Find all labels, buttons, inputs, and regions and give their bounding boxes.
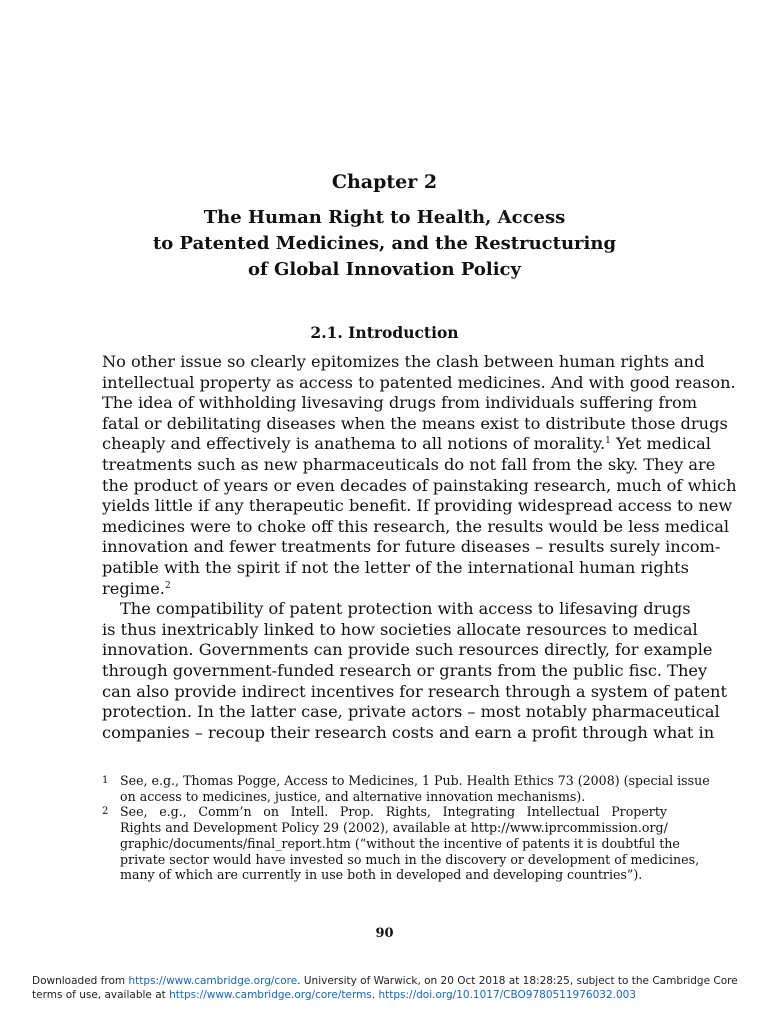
body-line-part: regime. bbox=[102, 578, 165, 598]
chapter-title-line: to Patented Medicines, and the Restructuring bbox=[152, 233, 617, 254]
footnote-1 bbox=[102, 773, 710, 804]
body-line: is thus inextricably linked to how societies allocate resources to medical bbox=[102, 619, 698, 639]
body-line: treatments such as new pharmaceuticals do not fall from the sky. They are bbox=[102, 454, 716, 474]
body-line bbox=[102, 434, 711, 455]
footnote-line: graphic/documents/final_report.htm (“without the incentive of patents it is doubtful the bbox=[120, 835, 680, 851]
download-middle: . University of Warwick, on 20 Oct 2018 at 18:28:25, subject to the Cambridge Core terms of use, available at bbox=[32, 975, 738, 1001]
footnote-ref-1[interactable]: 1 bbox=[605, 436, 611, 447]
download-notice bbox=[32, 974, 752, 1002]
body-line: protection. In the latter case, private actors – most notably pharmaceutical bbox=[102, 702, 720, 722]
body-line: intellectual property as access to patented medicines. And with good reason. bbox=[102, 372, 736, 392]
body-line: innovation and fewer treatments for future diseases – results surely incom- bbox=[102, 537, 721, 557]
chapter-number: Chapter 2 bbox=[331, 171, 438, 193]
footnote-ref-2[interactable]: 2 bbox=[164, 580, 171, 591]
body-line: medicines were to choke off this research, the results would be less medical bbox=[102, 516, 730, 536]
footnotes bbox=[102, 773, 710, 883]
body-line: the product of years or even decades of painstaking research, much of which bbox=[102, 475, 737, 495]
body-line: The idea of withholding livesaving drugs from individuals suffering from bbox=[102, 393, 698, 413]
body-line: companies – recoup their research costs and earn a profit through what in bbox=[102, 722, 715, 742]
chapter-title-line: The Human Right to Health, Access bbox=[203, 207, 566, 228]
footnote-line: many of which are currently in use both in developed and developing countries”). bbox=[120, 867, 643, 883]
body-line: patible with the spirit if not the letter of the international human rights bbox=[102, 557, 689, 577]
footnote-line: See, e.g., Thomas Pogge, Access to Medicines, 1 Pub. Health Ethics 73 (2008) (special issue bbox=[120, 773, 710, 788]
footnote-line: Rights and Development Policy 29 (2002), available at http://www.iprcommission.org/ bbox=[120, 820, 668, 836]
body-text bbox=[102, 352, 737, 743]
terms-link[interactable]: https://www.cambridge.org/core/terms bbox=[169, 989, 372, 1001]
doi-link[interactable]: https://doi.org/10.1017/CBO9780511976032.003 bbox=[378, 989, 637, 1001]
body-line: The compatibility of patent protection with access to lifesaving drugs bbox=[120, 599, 691, 619]
body-line: innovation. Governments can provide such resources directly, for example bbox=[102, 640, 713, 660]
download-prefix: Downloaded from bbox=[32, 975, 129, 987]
body-line: yields little if any therapeutic benefit. If providing widespread access to new bbox=[102, 496, 733, 516]
footnote-2 bbox=[102, 804, 700, 883]
chapter-title-line: of Global Innovation Policy bbox=[248, 259, 521, 280]
footnote-number: 2 bbox=[102, 806, 109, 818]
page-number: 90 bbox=[375, 926, 394, 941]
body-line: through government-funded research or grants from the public fisc. They bbox=[102, 660, 708, 680]
section-heading: 2.1. Introduction bbox=[310, 323, 459, 342]
footnote-line: private sector would have invested so much in the discovery or development of medicines, bbox=[120, 851, 700, 867]
footnote-line: See, e.g., Comm’n on Intell. Prop. Rights, Integrating Intellectual Property bbox=[120, 804, 667, 820]
chapter-title bbox=[102, 205, 667, 283]
body-line-part: Yet medical bbox=[616, 434, 711, 454]
body-line: No other issue so clearly epitomizes the clash between human rights and bbox=[102, 352, 705, 371]
body-line-part: cheaply and effectively is anathema to all notions of morality. bbox=[102, 434, 606, 454]
download-sep: . bbox=[371, 989, 379, 1001]
footnote-number: 1 bbox=[102, 775, 109, 786]
cambridge-core-link[interactable]: https://www.cambridge.org/core bbox=[128, 975, 298, 987]
footnote-line: on access to medicines, justice, and alternative innovation mechanisms). bbox=[120, 788, 586, 804]
body-line: fatal or debilitating diseases when the means exist to distribute those drugs bbox=[102, 413, 728, 433]
body-line bbox=[102, 579, 667, 600]
body-line: can also provide indirect incentives for research through a system of patent bbox=[102, 681, 727, 701]
